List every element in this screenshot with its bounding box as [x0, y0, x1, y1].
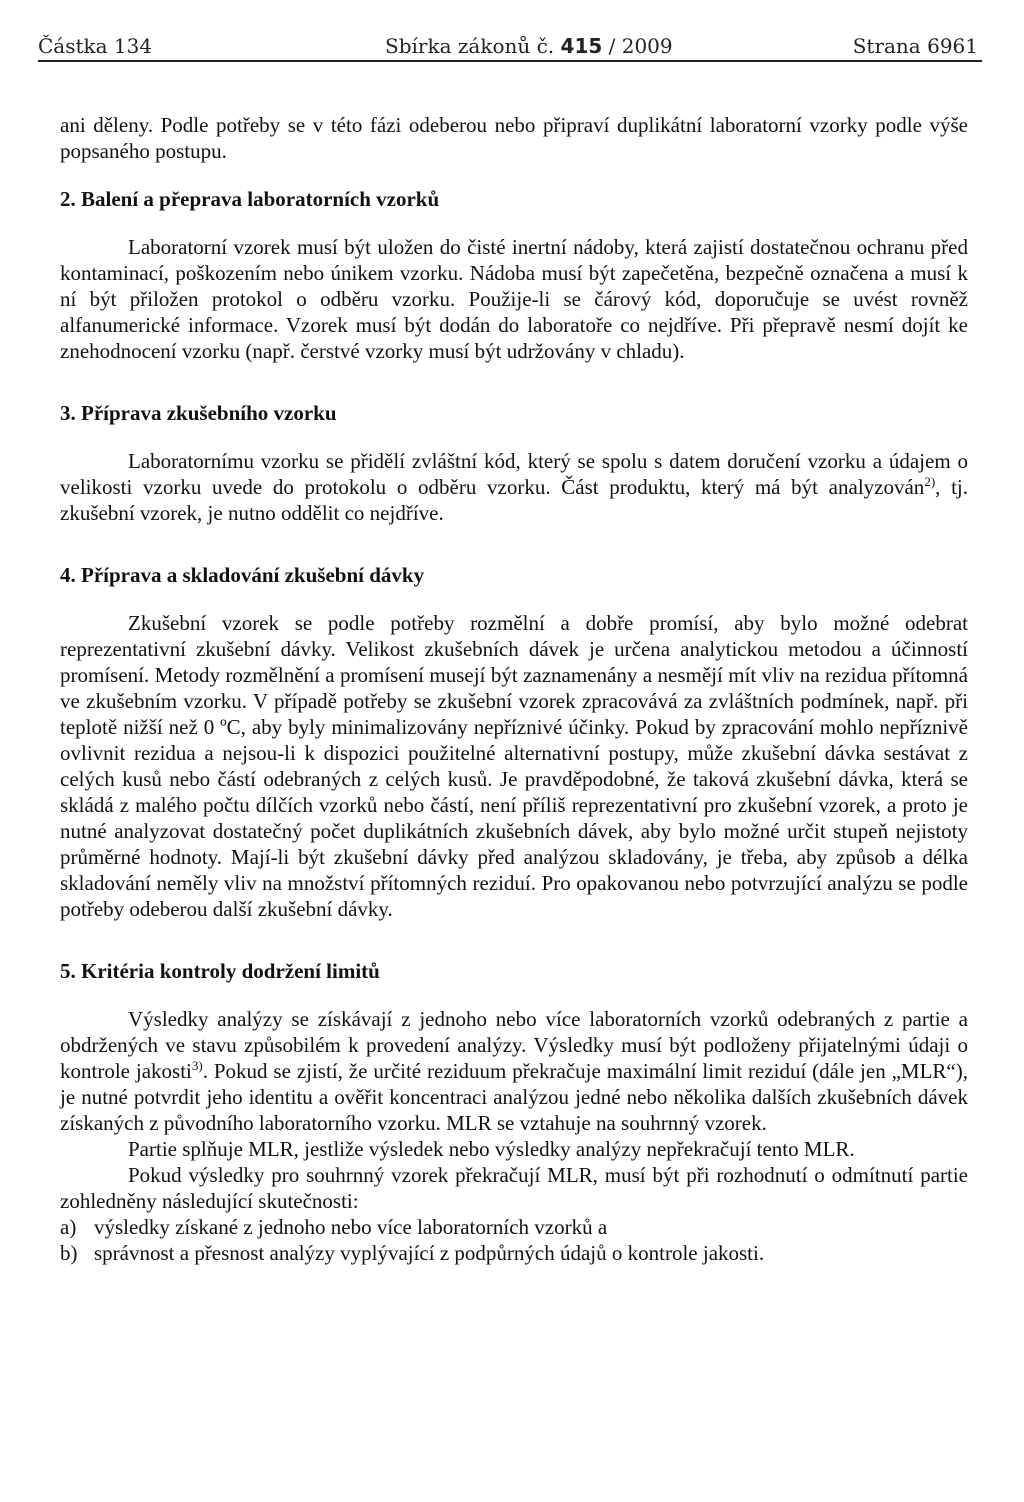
intro-paragraph: ani děleny. Podle potřeby se v této fázi odeberou nebo připraví duplikátní laboratorní vzorky podle výše popsaného postupu. [60, 113, 968, 163]
list-item-text: správnost a přesnost analýzy vyplývající z podpůrných údajů o kontrole jakosti. [94, 1241, 765, 1265]
page-header [38, 30, 982, 60]
list-marker: a) [60, 1215, 77, 1239]
section-5-text-a: Výsledky analýzy se získávají z jednoho nebo více laboratorních vzorků odebraných z partie a obdržených ve stavu způsobilém k provedení analýzy. Výsledky musí být podloženy přijatelnými údaji o kontrole jakosti [60, 1007, 968, 1083]
header-law-number: 415 [560, 34, 603, 58]
list-marker: b) [60, 1241, 78, 1265]
section-5-heading: 5. Kritéria kontroly dodržení limitů [60, 959, 380, 983]
header-year: / 2009 [608, 34, 673, 58]
section-2-paragraph: Laboratorní vzorek musí být uložen do čisté inertní nádoby, která zajistí dostatečnou ochranu před kontaminací, poškozením nebo únikem vzorku. Nádoba musí být zapečetěna, bezpečně označena a musí k ní být přiložen protokol o odběru vzorku. Použije-li se čárový kód, doporučuje se uvést rovněž alfanumerické informace. Vzorek musí být dodán do laboratoře co nejdříve. Při přepravě nesmí dojít ke znehodnocení vzorku (např. čerstvé vzorky musí být udržovány v chladu). [60, 235, 968, 363]
list-item [60, 1240, 968, 1266]
section-4-paragraph: Zkušební vzorek se podle potřeby rozmělní a dobře promísí, aby bylo možné odebrat reprezentativní zkušební dávky. Velikost zkušebních dávek je určena analytickou metodou a účinností promísení. Metody rozmělnění a promísení musejí být zaznamenány a nesmějí mít vliv na rezidua přítomná ve zkušebním vzorku. V případě potřeby se zkušební vzorek zpracovává za zvláštních podmínek, např. při teplotě nižší než 0 ºC, aby byly minimalizovány nepříznivé účinky. Pokud by zpracování mohlo nepříznivě ovlivnit rezidua a nejsou-li k dispozici použitelné alternativní postupy, může zkušební dávka sestávat z celých kusů nebo částí odebraných z celých kusů. Je pravděpodobné, že taková zkušební dávka, která se skládá z malého počtu dílčích vzorků nebo částí, není příliš reprezentativní pro zkušební vzorek, a proto je nutné analyzovat dostatečný počet duplikátních zkušebních dávek, aby bylo možné určit stupeň nejistoty průměrné hodnoty. Mají-li být zkušební dávky před analýzou skladovány, je třeba, aby způsob a délka skladování neměly vliv na množství přítomných reziduí. Pro opakovanou nebo potvrzující analýzu se podle potřeby odeberou další zkušební dávky. [60, 611, 968, 921]
list-item-text: výsledky získané z jednoho nebo více laboratorních vzorků a [94, 1215, 608, 1239]
footnote-ref-3: 3) [191, 1058, 203, 1073]
section-5-paragraph-3: Pokud výsledky pro souhrnný vzorek překračují MLR, musí být při rozhodnutí o odmítnutí partie zohledněny následující skutečnosti: [60, 1163, 968, 1213]
section-3-text-a: Laboratornímu vzorku se přidělí zvláštní kód, který se spolu s datem doručení vzorku a údajem o velikosti vzorku uvede do protokolu o odběru vzorku. Část produktu, který má být analyzován [60, 449, 968, 499]
header-collection [385, 34, 673, 58]
header-collection-prefix: Sbírka zákonů č. [385, 34, 555, 58]
section-4-heading: 4. Příprava a skladování zkušební dávky [60, 563, 425, 587]
list-item [60, 1214, 968, 1240]
header-part: Částka 134 [38, 34, 153, 58]
section-5-paragraph-1 [60, 1006, 968, 1136]
document-body [60, 112, 968, 1266]
section-3-paragraph [60, 448, 968, 526]
header-rule [38, 60, 982, 62]
section-3-heading: 3. Příprava zkušebního vzorku [60, 401, 337, 425]
section-5-text-b: . Pokud se zjistí, že určité reziduum překračuje maximální limit reziduí (dále jen „MLR“), je nutné potvrdit jeho identitu a ověřit koncentraci analýzou jedné nebo několika dalších zkušebních dávek získaných z původního laboratorního vzorku. MLR se vztahuje na souhrnný vzorek. [60, 1059, 968, 1135]
header-page: Strana 6961 [852, 34, 978, 58]
section-3-text-b: , tj. zkušební vzorek, je nutno oddělit co nejdříve. [60, 475, 969, 525]
section-2-heading: 2. Balení a přeprava laboratorních vzorků [60, 187, 440, 211]
section-5-paragraph-2: Partie splňuje MLR, jestliže výsledek nebo výsledky analýzy nepřekračují tento MLR. [128, 1137, 855, 1161]
footnote-ref-2: 2) [924, 474, 936, 489]
